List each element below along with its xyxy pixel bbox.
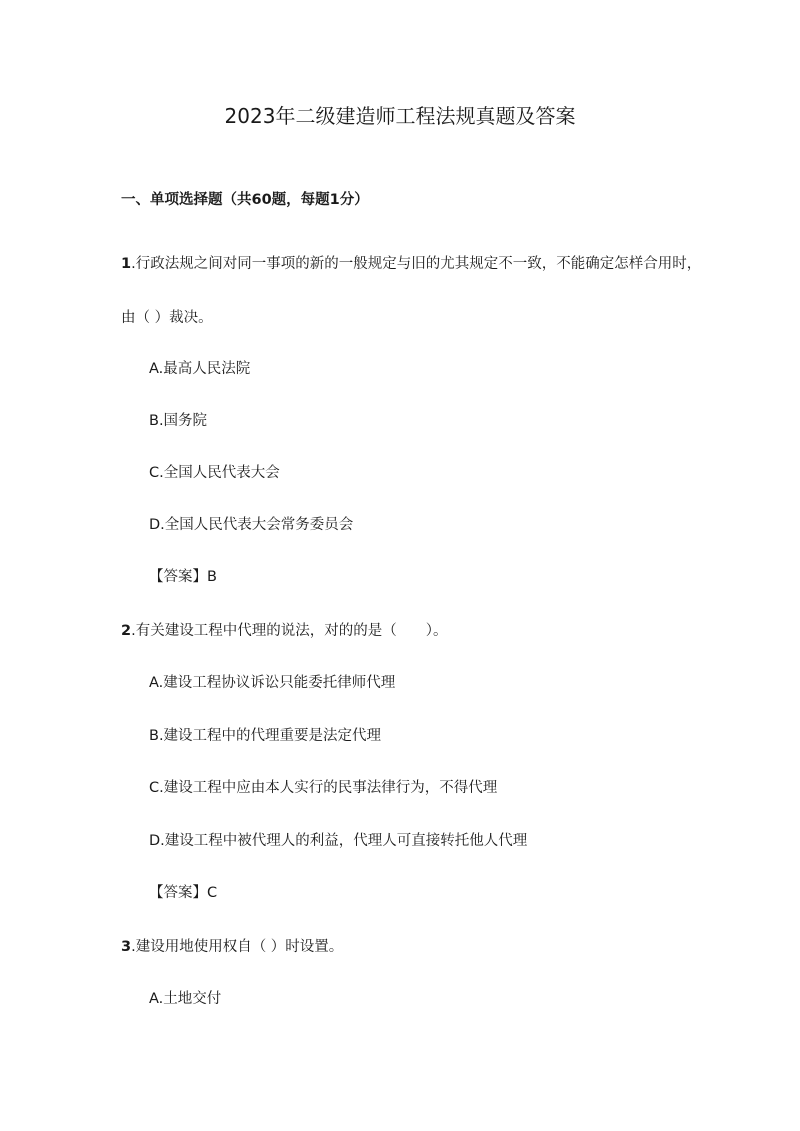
question-1-option-d: D.全国人民代表大会常务委员会 (149, 517, 354, 533)
question-1-answer: 【答案】B (149, 569, 217, 585)
question-3-option-a: A.土地交付 (149, 991, 222, 1007)
question-number: 3 (121, 939, 132, 955)
section-heading: 一、单项选择题（共60题，每题1分） (121, 192, 369, 208)
question-2-answer: 【答案】C (149, 885, 218, 901)
question-number: 1 (121, 256, 132, 272)
question-2-option-d: D.建设工程中被代理人的利益，代理人可直接转托他人代理 (149, 833, 528, 849)
question-text: .建设用地使用权自（ ）时设置。 (131, 939, 344, 955)
page-title: 2023年二级建造师工程法规真题及答案 (224, 104, 576, 128)
question-1-option-b: B.国务院 (149, 413, 208, 429)
question-text: .行政法规之间对同一事项的新的一般规定与旧的尤其规定不一致，不能确定怎样合用时， (131, 256, 702, 272)
question-2-option-c: C.建设工程中应由本人实行的民事法律行为，不得代理 (149, 780, 498, 796)
question-number: 2 (121, 623, 132, 639)
question-2-stem (121, 621, 447, 641)
question-1-stem-line-1 (121, 254, 701, 274)
question-text: .有关建设工程中代理的说法，对的的是（ ）。 (131, 623, 448, 639)
question-2-option-a: A.建设工程协议诉讼只能委托律师代理 (149, 675, 396, 691)
question-1-option-a: A.最高人民法院 (149, 361, 251, 377)
question-3-stem (121, 937, 343, 957)
question-2-option-b: B.建设工程中的代理重要是法定代理 (149, 728, 382, 744)
question-1-option-c: C.全国人民代表大会 (149, 465, 280, 481)
question-1-stem-line-2: 由（ ）裁决。 (121, 310, 213, 326)
